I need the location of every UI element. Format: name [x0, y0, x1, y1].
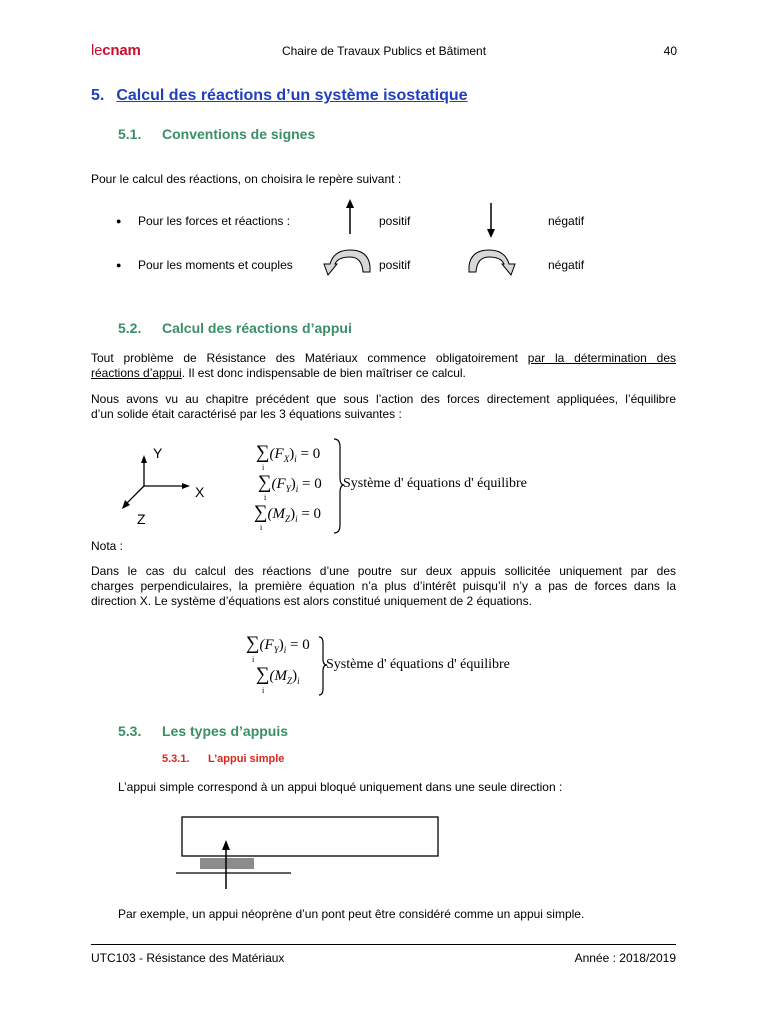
section-5-number: 5. — [91, 87, 105, 104]
arrow-up-icon — [340, 198, 360, 236]
s52-p1-line2-a: réactions d’appui — [91, 366, 182, 380]
axis-y-label: Y — [153, 445, 163, 461]
s51-intro: Pour le calcul des réactions, on choisira le repère suivant : — [91, 172, 402, 186]
eq2-sub-i-2: i — [262, 686, 265, 695]
s53-p1: L’appui simple correspond à un appui bloqué uniquement dans une seule direction : — [118, 780, 563, 794]
arrow-down-icon — [481, 201, 501, 239]
s52-p1-line2 — [91, 366, 466, 381]
eq1-sub-i: i — [262, 463, 265, 472]
forces-positive: positif — [379, 214, 411, 228]
section-5-1-title: Conventions de signes — [162, 126, 316, 142]
eq2-sub-i-1: i — [252, 655, 255, 664]
section-5-title: Calcul des réactions d’un système isostatique — [116, 87, 468, 104]
moments-negative: négatif — [548, 258, 585, 272]
eq3-sub-i: i — [260, 523, 263, 532]
simple-support-diagram — [170, 812, 450, 894]
eq-system-label-1: Système d' équations d' équilibre — [343, 476, 527, 491]
section-5-3-heading — [118, 723, 288, 739]
bullet-dot-1: ● — [116, 216, 122, 226]
section-5-1-number: 5.1. — [118, 126, 142, 142]
s52-p1-line2-b: . Il est donc indispensable de bien maîtriser ce calcul. — [181, 366, 466, 380]
section-5-2-title: Calcul des réactions d’appui — [162, 320, 352, 336]
nota-line2: charges perpendiculaires, la première équation n’a plus d’intérêt puisqu’il n’y a pas de forces dans la — [91, 579, 676, 593]
section-5-heading — [91, 87, 468, 105]
nota-line1: Dans le cas du calcul des réactions d’une poutre sur deux appuis sollicitée uniquement par des — [91, 564, 676, 578]
eq1-fy: $\sum(F_Y)_i = 0$ — [258, 472, 322, 494]
eq2-sub-i: i — [264, 493, 267, 502]
bullet-dot-2: ● — [116, 260, 122, 270]
eq-system-label-2: Système d' équations d' équilibre — [326, 657, 510, 672]
footer-rule — [91, 944, 676, 945]
section-5-1-heading — [118, 126, 315, 142]
axes-diagram — [120, 455, 200, 515]
eq1-fx: $\sum(F_X)_i = 0$ — [256, 442, 321, 464]
section-5-3-1-number: 5.3.1. — [162, 753, 190, 765]
s52-p2-line1: Nous avons vu au chapitre précédent que sous l’action des forces directement appliquées, l’équilibre — [91, 392, 676, 406]
section-5-2-number: 5.2. — [118, 320, 142, 336]
footer-course: UTC103 - Résistance des Matériaux — [91, 951, 285, 965]
bullet-moments-label: Pour les moments et couples — [138, 258, 293, 272]
s52-p1-line1 — [91, 351, 676, 366]
logo-le: le — [91, 42, 103, 59]
clockwise-moment-icon — [465, 246, 523, 276]
s52-p2-line2: d’un solide était caractérisé par les 3 équations suivantes : — [91, 407, 402, 421]
nota-line3: direction X. Le système d’équations est alors constitué uniquement de 2 équations. — [91, 594, 532, 608]
moments-positive: positif — [379, 258, 411, 272]
section-5-2-heading — [118, 320, 352, 336]
header-title: Chaire de Travaux Publics et Bâtiment — [281, 44, 487, 58]
axis-z-label: Z — [137, 511, 146, 527]
bullet-forces-label: Pour les forces et réactions : — [138, 214, 291, 228]
nota-label: Nota : — [91, 539, 124, 553]
counterclockwise-moment-icon — [316, 246, 374, 276]
forces-negative: négatif — [548, 214, 585, 228]
page-number: 40 — [663, 44, 677, 58]
s52-p1-line1-a: Tout problème de Résistance des Matériaux commence obligatoirement — [91, 351, 518, 365]
s52-p1-line1-b: par la détermination des — [527, 351, 676, 365]
section-5-3-number: 5.3. — [118, 723, 142, 739]
beam-rect — [182, 817, 438, 856]
logo-cnam: cnam — [102, 42, 141, 59]
bearing-pad — [200, 858, 254, 869]
footer-year: Année : 2018/2019 — [574, 951, 676, 965]
eq2-mz: $\sum(M_Z)_i$ — [256, 664, 300, 686]
section-5-3-1-heading — [162, 753, 284, 765]
eq1-mz: $\sum(M_Z)_i = 0$ — [254, 502, 322, 524]
eq2-fy: $\sum(F_Y)_i = 0$ — [246, 633, 310, 655]
s53-p2: Par exemple, un appui néoprène d’un pont peut être considéré comme un appui simple. — [118, 907, 585, 921]
section-5-3-title: Les types d’appuis — [162, 723, 289, 739]
section-5-3-1-title: L’appui simple — [208, 753, 285, 765]
axis-x-label: X — [195, 484, 205, 500]
